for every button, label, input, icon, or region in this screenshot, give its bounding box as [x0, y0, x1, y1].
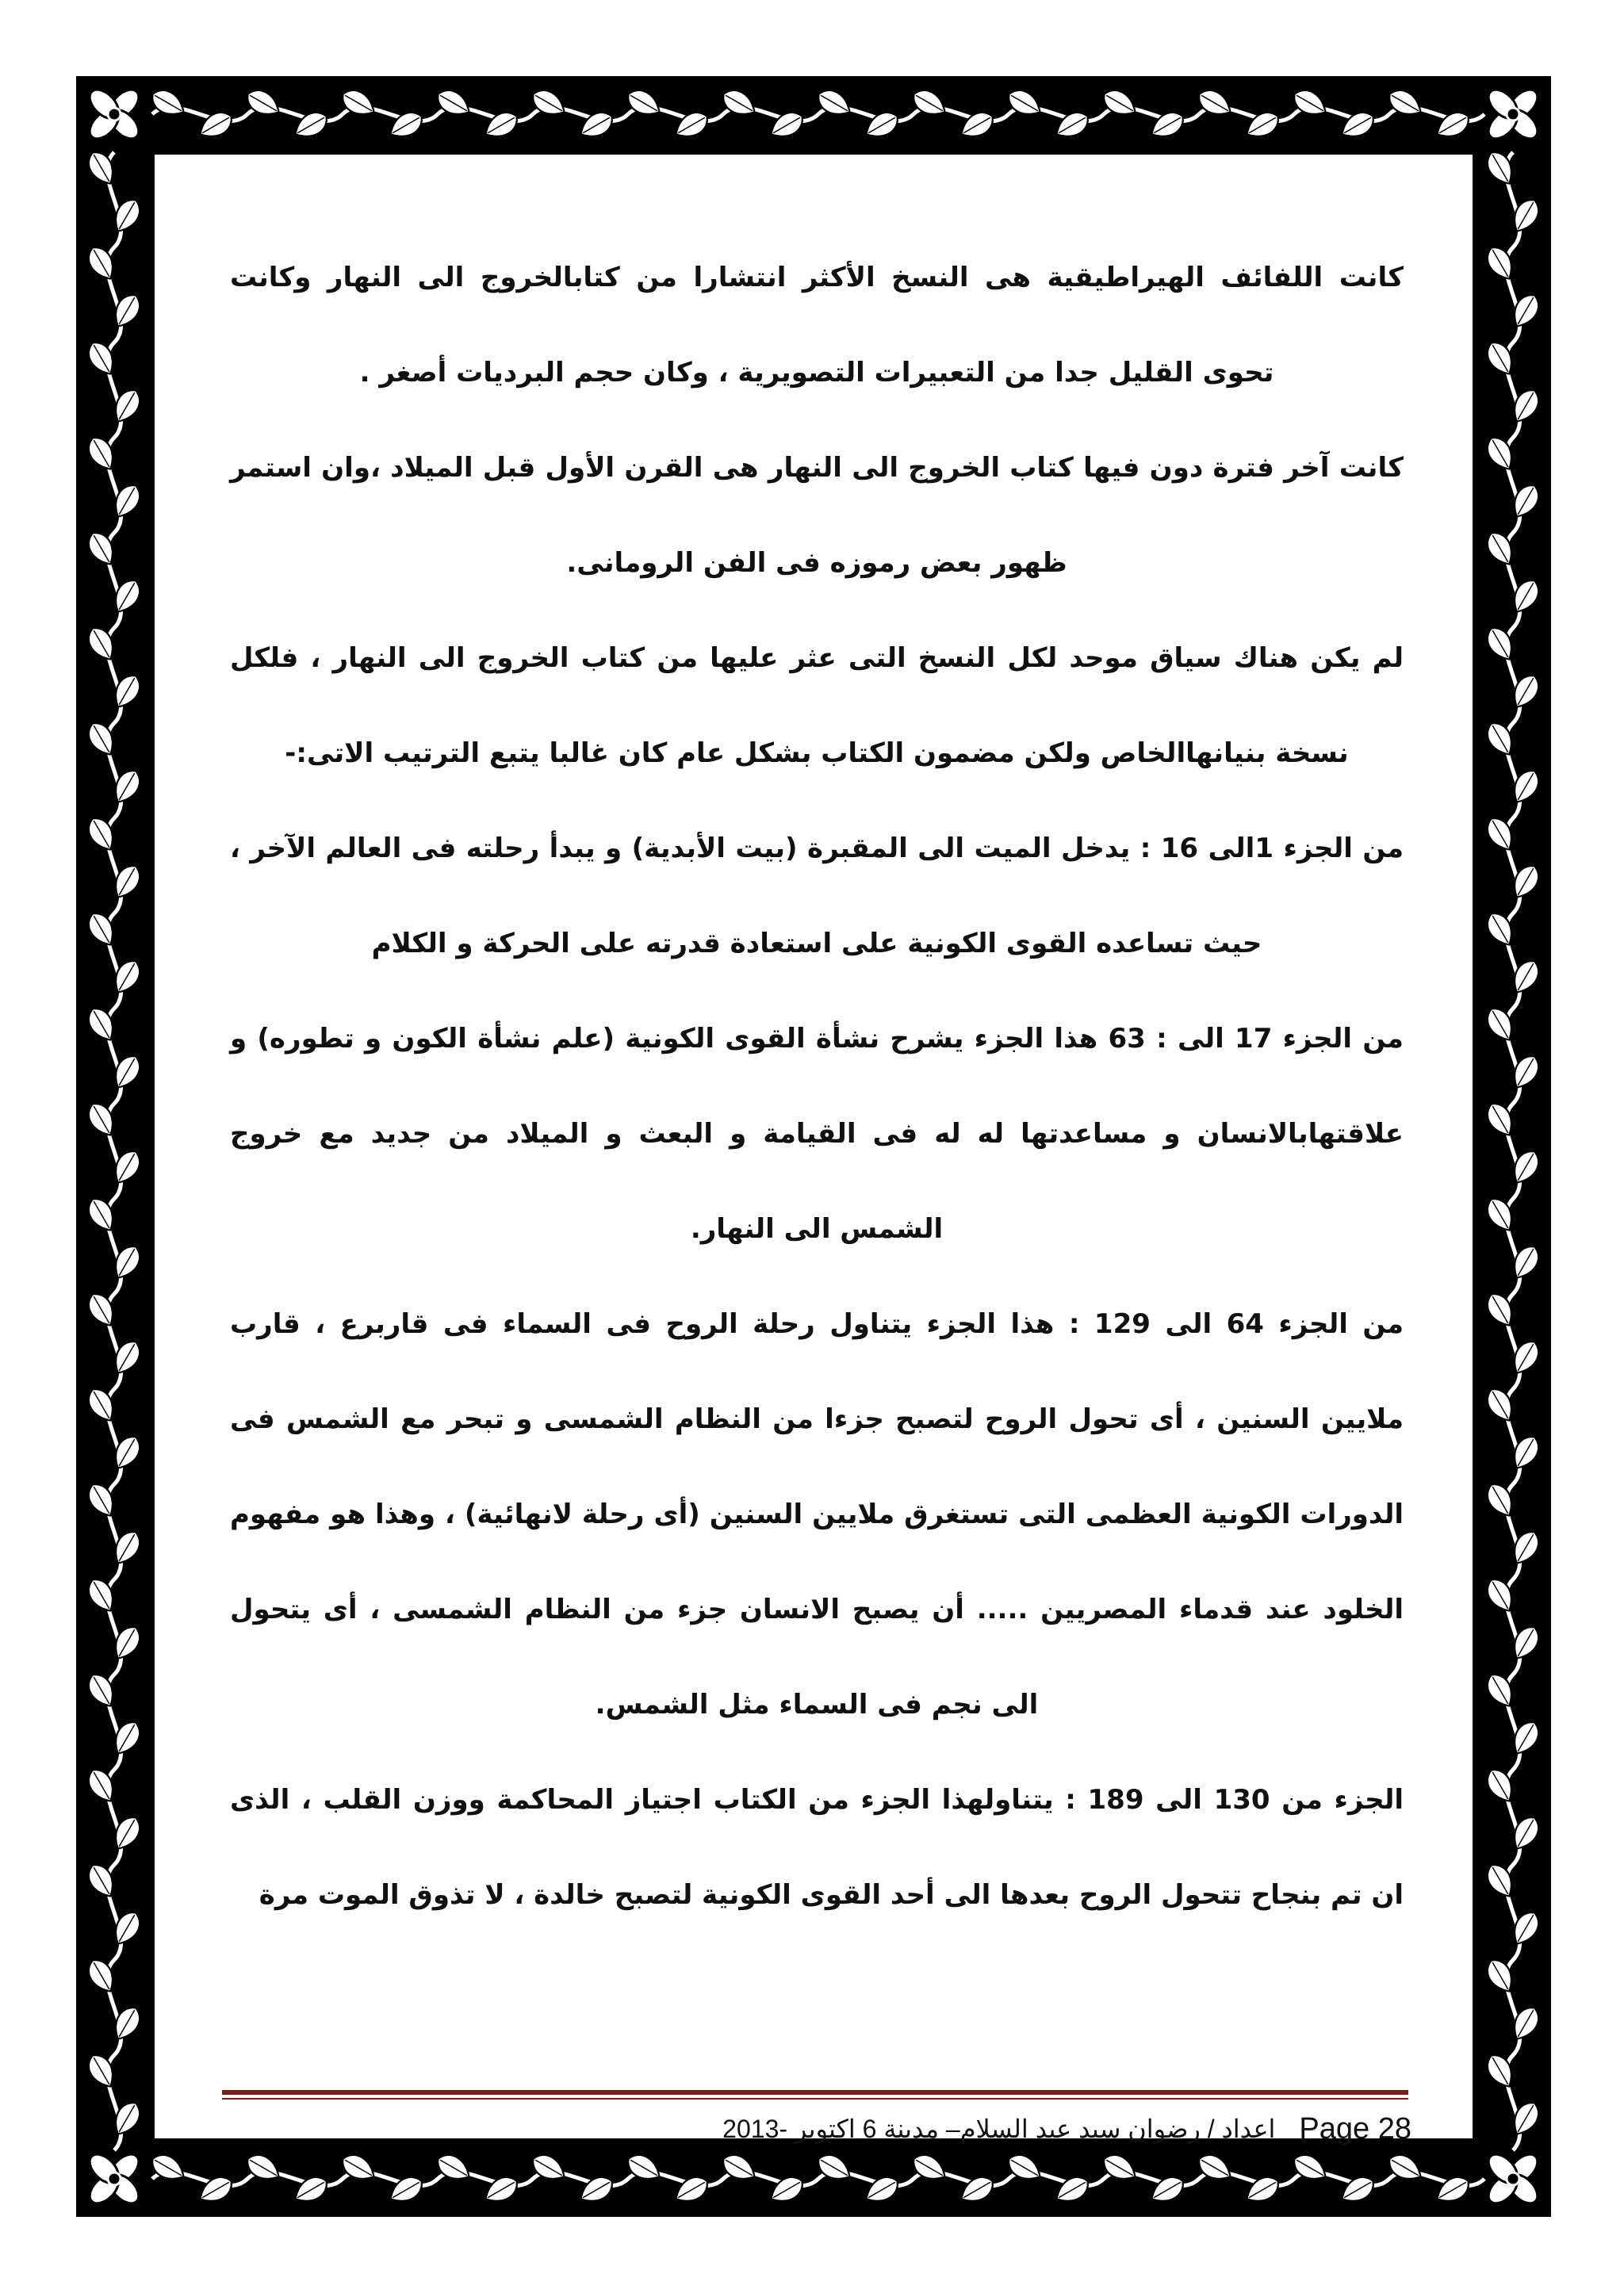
footer-rule-thick	[222, 2090, 1408, 2095]
paragraph-4: من الجزء 1الى 16 : يدخل الميت الى المقبرة (بيت الأبدية) و يبدأ رحلته فى العالم الآخر ، حيث تساعده القوى الكونية على استعادة قدرته على الحركة و الكلام	[230, 833, 1404, 959]
page-number: Page 28	[1299, 2111, 1411, 2146]
paragraph-6: من الجزء 64 الى 129 : هذا الجزء يتناول رحلة الروح فى السماء فى قاربرع ، قارب ملايين السنين ، أى تحول الروح لتصبح جزءا من النظام الشمسى و تبحر مع الشمس فى الدورات الكونية العظمى التى تستغرق ملايين السنين (أى رحلة لانهائية) ، وهذا هو مفهوم الخلود عند قدماء المصريين ..... أن يصبح الانسان جزء من النظام الشمسى ، أى يتحول الى نجم فى السماء مثل الشمس.	[230, 1308, 1404, 1721]
footer-credit: اعداد / رضوان سيد عبد السلام– مدينة 6 اكتوبر -2013	[722, 2115, 1276, 2143]
paragraph-5: من الجزء 17 الى : 63 هذا الجزء يشرح نشأة القوى الكونية (علم نشأة الكون و تطوره) و علاقتهابالانسان و مساعدتها له له فى القيامة و البعث و الميلاد من جديد مع خروج الشمس الى النهار.	[230, 1023, 1404, 1245]
paragraph-7: الجزء من 130 الى 189 : يتناولهذا الجزء من الكتاب اجتياز المحاكمة ووزن القلب ، الذى ان تم بنجاح تتحول الروح بعدها الى أحد القوى الكونية لتصبح خالدة ، لا تذوق الموت مرة	[230, 1784, 1404, 1911]
page-footer	[579, 2109, 1411, 2149]
paragraph-3: لم يكن هناك سياق موحد لكل النسخ التى عثر عليها من كتاب الخروج الى النهار ، فلكل نسخة بنيانهاالخاص ولكن مضمون الكتاب بشكل عام كان غالبا يتبع الترتيب الاتى:-	[230, 642, 1404, 769]
footer-rule-thin	[222, 2098, 1408, 2100]
paragraph-2: كانت آخر فترة دون فيها كتاب الخروج الى النهار هى القرن الأول قبل الميلاد ،وان استمر ظهور بعض رموزه فى الفن الرومانى.	[230, 452, 1404, 579]
paragraph-1: كانت اللفائف الهيراطيقية هى النسخ الأكثر انتشارا من كتابالخروج الى النهار وكانت تحوى القليل جدا من التعبيرات التصويرية ، وكان حجم البرديات أصغر .	[230, 262, 1404, 389]
document-body	[230, 230, 1404, 1943]
